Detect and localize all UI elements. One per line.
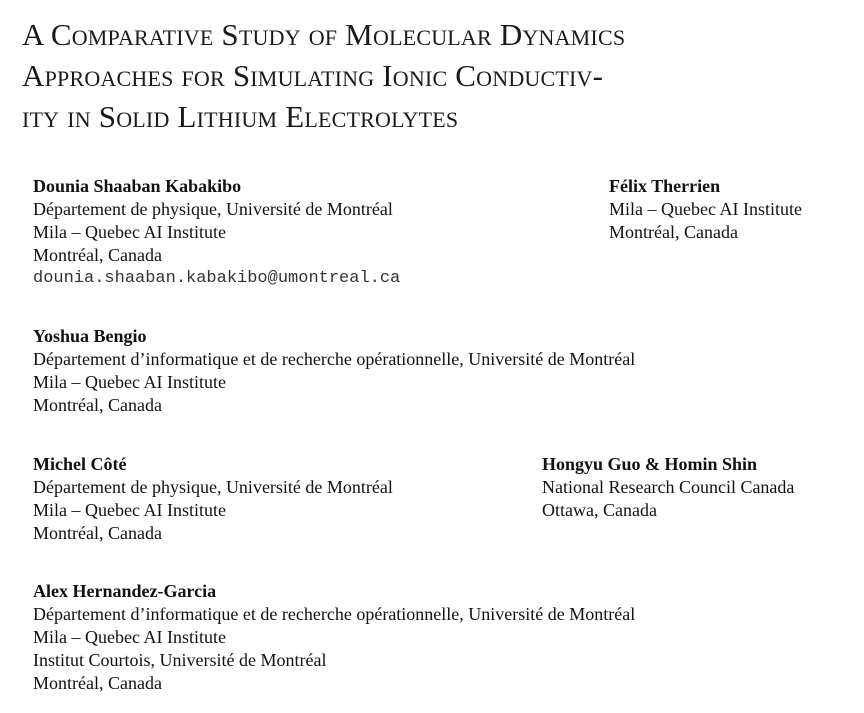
author-affiliation: Département de physique, Université de Montréal — [33, 199, 393, 219]
title-line: ity in Solid Lithium Electrolytes — [22, 99, 459, 134]
author-name: Félix Therrien — [609, 176, 721, 196]
author-affiliation: Département d’informatique et de recherche opérationnelle, Université de Montréal — [33, 349, 636, 369]
author-block-hernandez-garcia — [33, 580, 635, 695]
author-name: Dounia Shaaban Kabakibo — [33, 176, 242, 196]
author-affiliation: Mila – Quebec AI Institute — [609, 199, 802, 219]
author-name: Michel Côté — [33, 454, 127, 474]
paper-title — [22, 14, 852, 137]
author-affiliation: Montréal, Canada — [33, 523, 162, 543]
author-affiliation: Montréal, Canada — [33, 673, 162, 693]
author-block-therrien — [609, 175, 802, 244]
author-email: dounia.shaaban.kabakibo@umontreal.ca — [33, 269, 401, 288]
author-affiliation: National Research Council Canada — [542, 477, 795, 497]
author-name: Hongyu Guo & Homin Shin — [542, 454, 758, 474]
author-affiliation: Mila – Quebec AI Institute — [33, 222, 226, 242]
title-line: A Comparative Study of Molecular Dynamics — [22, 17, 626, 52]
author-affiliation: Montréal, Canada — [609, 222, 738, 242]
title-line: Approaches for Simulating Ionic Conductiv- — [22, 58, 604, 93]
author-affiliation: Montréal, Canada — [33, 245, 162, 265]
author-affiliation: Institut Courtois, Université de Montréal — [33, 650, 327, 670]
author-name: Alex Hernandez-Garcia — [33, 581, 217, 601]
author-affiliation: Ottawa, Canada — [542, 500, 657, 520]
author-affiliation: Mila – Quebec AI Institute — [33, 500, 226, 520]
author-block-bengio — [33, 325, 635, 417]
author-block-kabakibo — [33, 175, 400, 290]
author-affiliation: Montréal, Canada — [33, 395, 162, 415]
author-block-cote — [33, 453, 393, 545]
author-name: Yoshua Bengio — [33, 326, 147, 346]
author-affiliation: Mila – Quebec AI Institute — [33, 627, 226, 647]
author-affiliation: Département d’informatique et de recherche opérationnelle, Université de Montréal — [33, 604, 636, 624]
author-block-guo-shin — [542, 453, 794, 522]
author-affiliation: Mila – Quebec AI Institute — [33, 372, 226, 392]
author-affiliation: Département de physique, Université de Montréal — [33, 477, 393, 497]
